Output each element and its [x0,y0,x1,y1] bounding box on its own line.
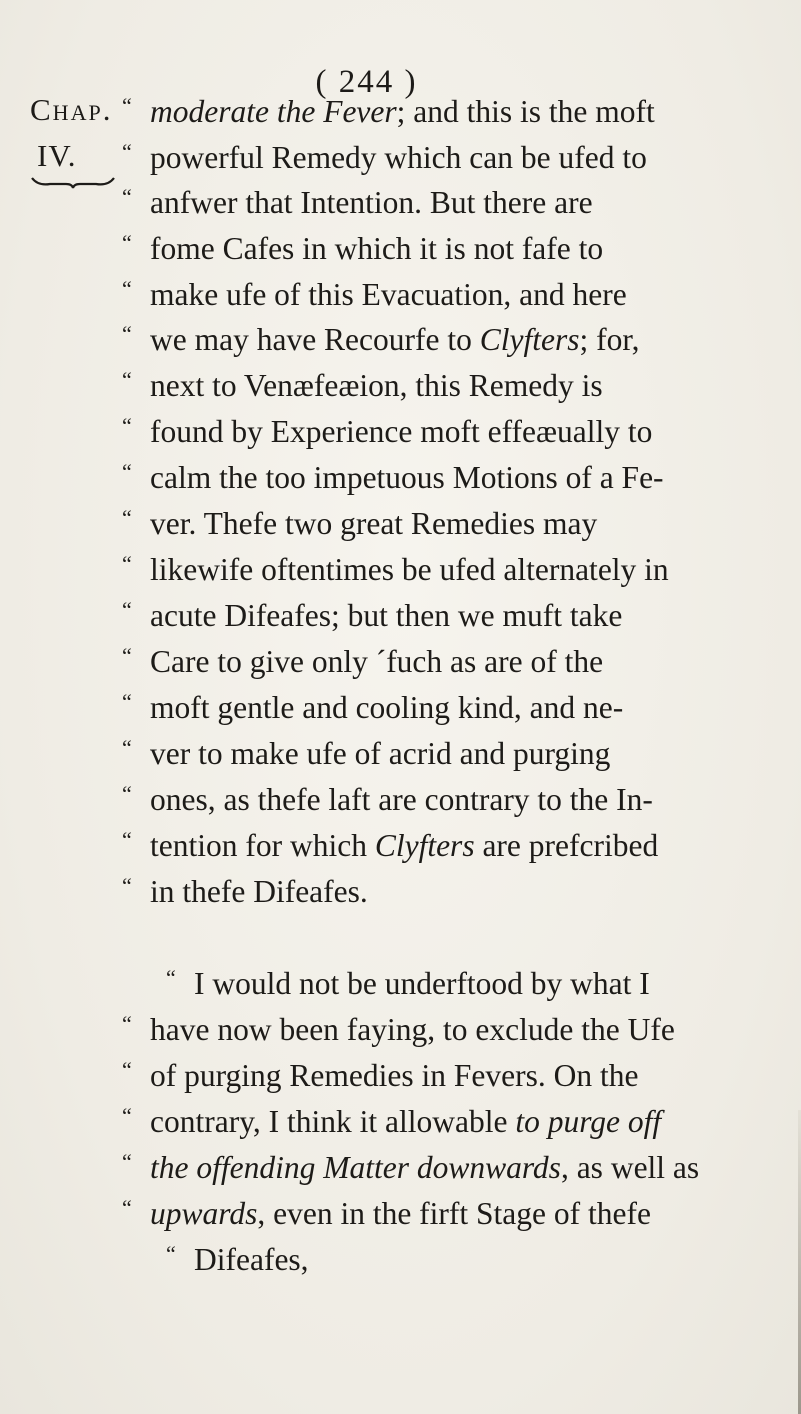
roman-text: fome Cafes in which it is not fafe to [150,231,604,266]
line-text [150,550,669,590]
roman-text: ; and this is the moft [396,94,655,129]
quote-mark: “ [122,367,131,392]
quote-mark: “ [122,1057,131,1082]
quote-mark: “ [122,1011,131,1036]
quote-mark: “ [122,321,131,346]
italic-text: Clyfters [479,322,580,357]
line-text [150,688,623,728]
line-text [150,183,593,223]
roman-text: likewife oftentimes be ufed alternately in [150,552,669,587]
quote-mark: “ [122,597,131,622]
roman-text: found by Experience moft effeæually to [150,414,653,449]
roman-text: in thefe Difeafes. [150,874,368,909]
roman-text: have now been faying, to exclude the Ufe [150,1012,675,1047]
line-text [150,642,603,682]
page-number: ( 244 ) [315,64,418,100]
margin-chapter-label: Chap. [30,92,113,127]
quote-mark: “ [122,276,131,301]
roman-text: acute Difeafes; but then we muft take [150,598,623,633]
roman-text: powerful Remedy which can be ufed to [150,140,647,175]
line-text [150,1010,675,1050]
quote-mark: “ [122,93,131,118]
quote-mark: “ [122,459,131,484]
line-text [150,92,655,132]
roman-text: contrary, I think it allowable [150,1104,516,1139]
quote-mark: “ [122,505,131,530]
line-text [150,1102,661,1142]
roman-text: ones, as thefe laft are contrary to the In- [150,782,653,817]
italic-text: the offending Matter downwards [150,1150,561,1185]
roman-text: ver. Thefe two great Remedies may [150,506,598,541]
quote-mark: “ [122,735,131,760]
roman-text: , even in the firft Stage of thefe [257,1196,651,1231]
roman-text: are prefcribed [474,828,659,863]
line-text [150,366,603,406]
margin-chapter-number: IV. [37,138,77,173]
line-text [150,872,368,912]
quote-mark: “ [122,643,131,668]
roman-text: calm the too impetuous Motions of a Fe- [150,460,664,495]
margin-brace-ornament [30,176,116,190]
quote-mark: “ [122,413,131,438]
line-text [150,229,603,269]
roman-text: ver to make ufe of acrid and purging [150,736,611,771]
roman-text: I would not be underftood by what I [194,966,650,1001]
quote-mark: “ [122,551,131,576]
roman-text: of purging Remedies in Fevers. On the [150,1058,639,1093]
roman-text: Care to give only ˊfuch as are of the [150,644,604,679]
line-text [150,826,658,866]
line-text [150,1148,699,1188]
quote-mark: “ [122,781,131,806]
italic-text: upwards [150,1196,258,1231]
roman-text: make ufe of this Evacuation, and here [150,277,627,312]
line-text [150,320,639,360]
quote-mark: “ [122,1149,131,1174]
line-text [150,138,647,178]
line-text [150,780,653,820]
quote-mark: “ [122,873,131,898]
quote-mark: “ [166,965,175,990]
italic-text: to purge off [515,1104,662,1139]
roman-text: tention for which [150,828,375,863]
italic-text: Clyfters [374,828,475,863]
line-text [150,734,610,774]
roman-text: Difeafes, [194,1242,309,1277]
roman-text: anfwer that Intention. But there are [150,185,593,220]
quote-mark: “ [122,184,131,209]
roman-text: next to Venæfeæion, this Remedy is [150,368,603,403]
line-text [194,1240,309,1280]
roman-text: we may have Recourfe to [150,322,480,357]
line-text [150,458,664,498]
roman-text: ; for, [579,322,640,357]
quote-mark: “ [166,1241,175,1266]
line-text [150,504,597,544]
roman-text: , as well as [560,1150,700,1185]
line-text [150,1194,651,1234]
quote-mark: “ [122,1195,131,1220]
roman-text: moft gentle and cooling kind, and ne- [150,690,624,725]
line-text [150,412,652,452]
quote-mark: “ [122,139,131,164]
quote-mark: “ [122,230,131,255]
line-text [150,596,622,636]
line-text [194,964,650,1004]
quote-mark: “ [122,689,131,714]
line-text [150,1056,638,1096]
quote-mark: “ [122,1103,131,1128]
italic-text: moderate the Fever [150,94,397,129]
quote-mark: “ [122,827,131,852]
line-text [150,275,627,315]
